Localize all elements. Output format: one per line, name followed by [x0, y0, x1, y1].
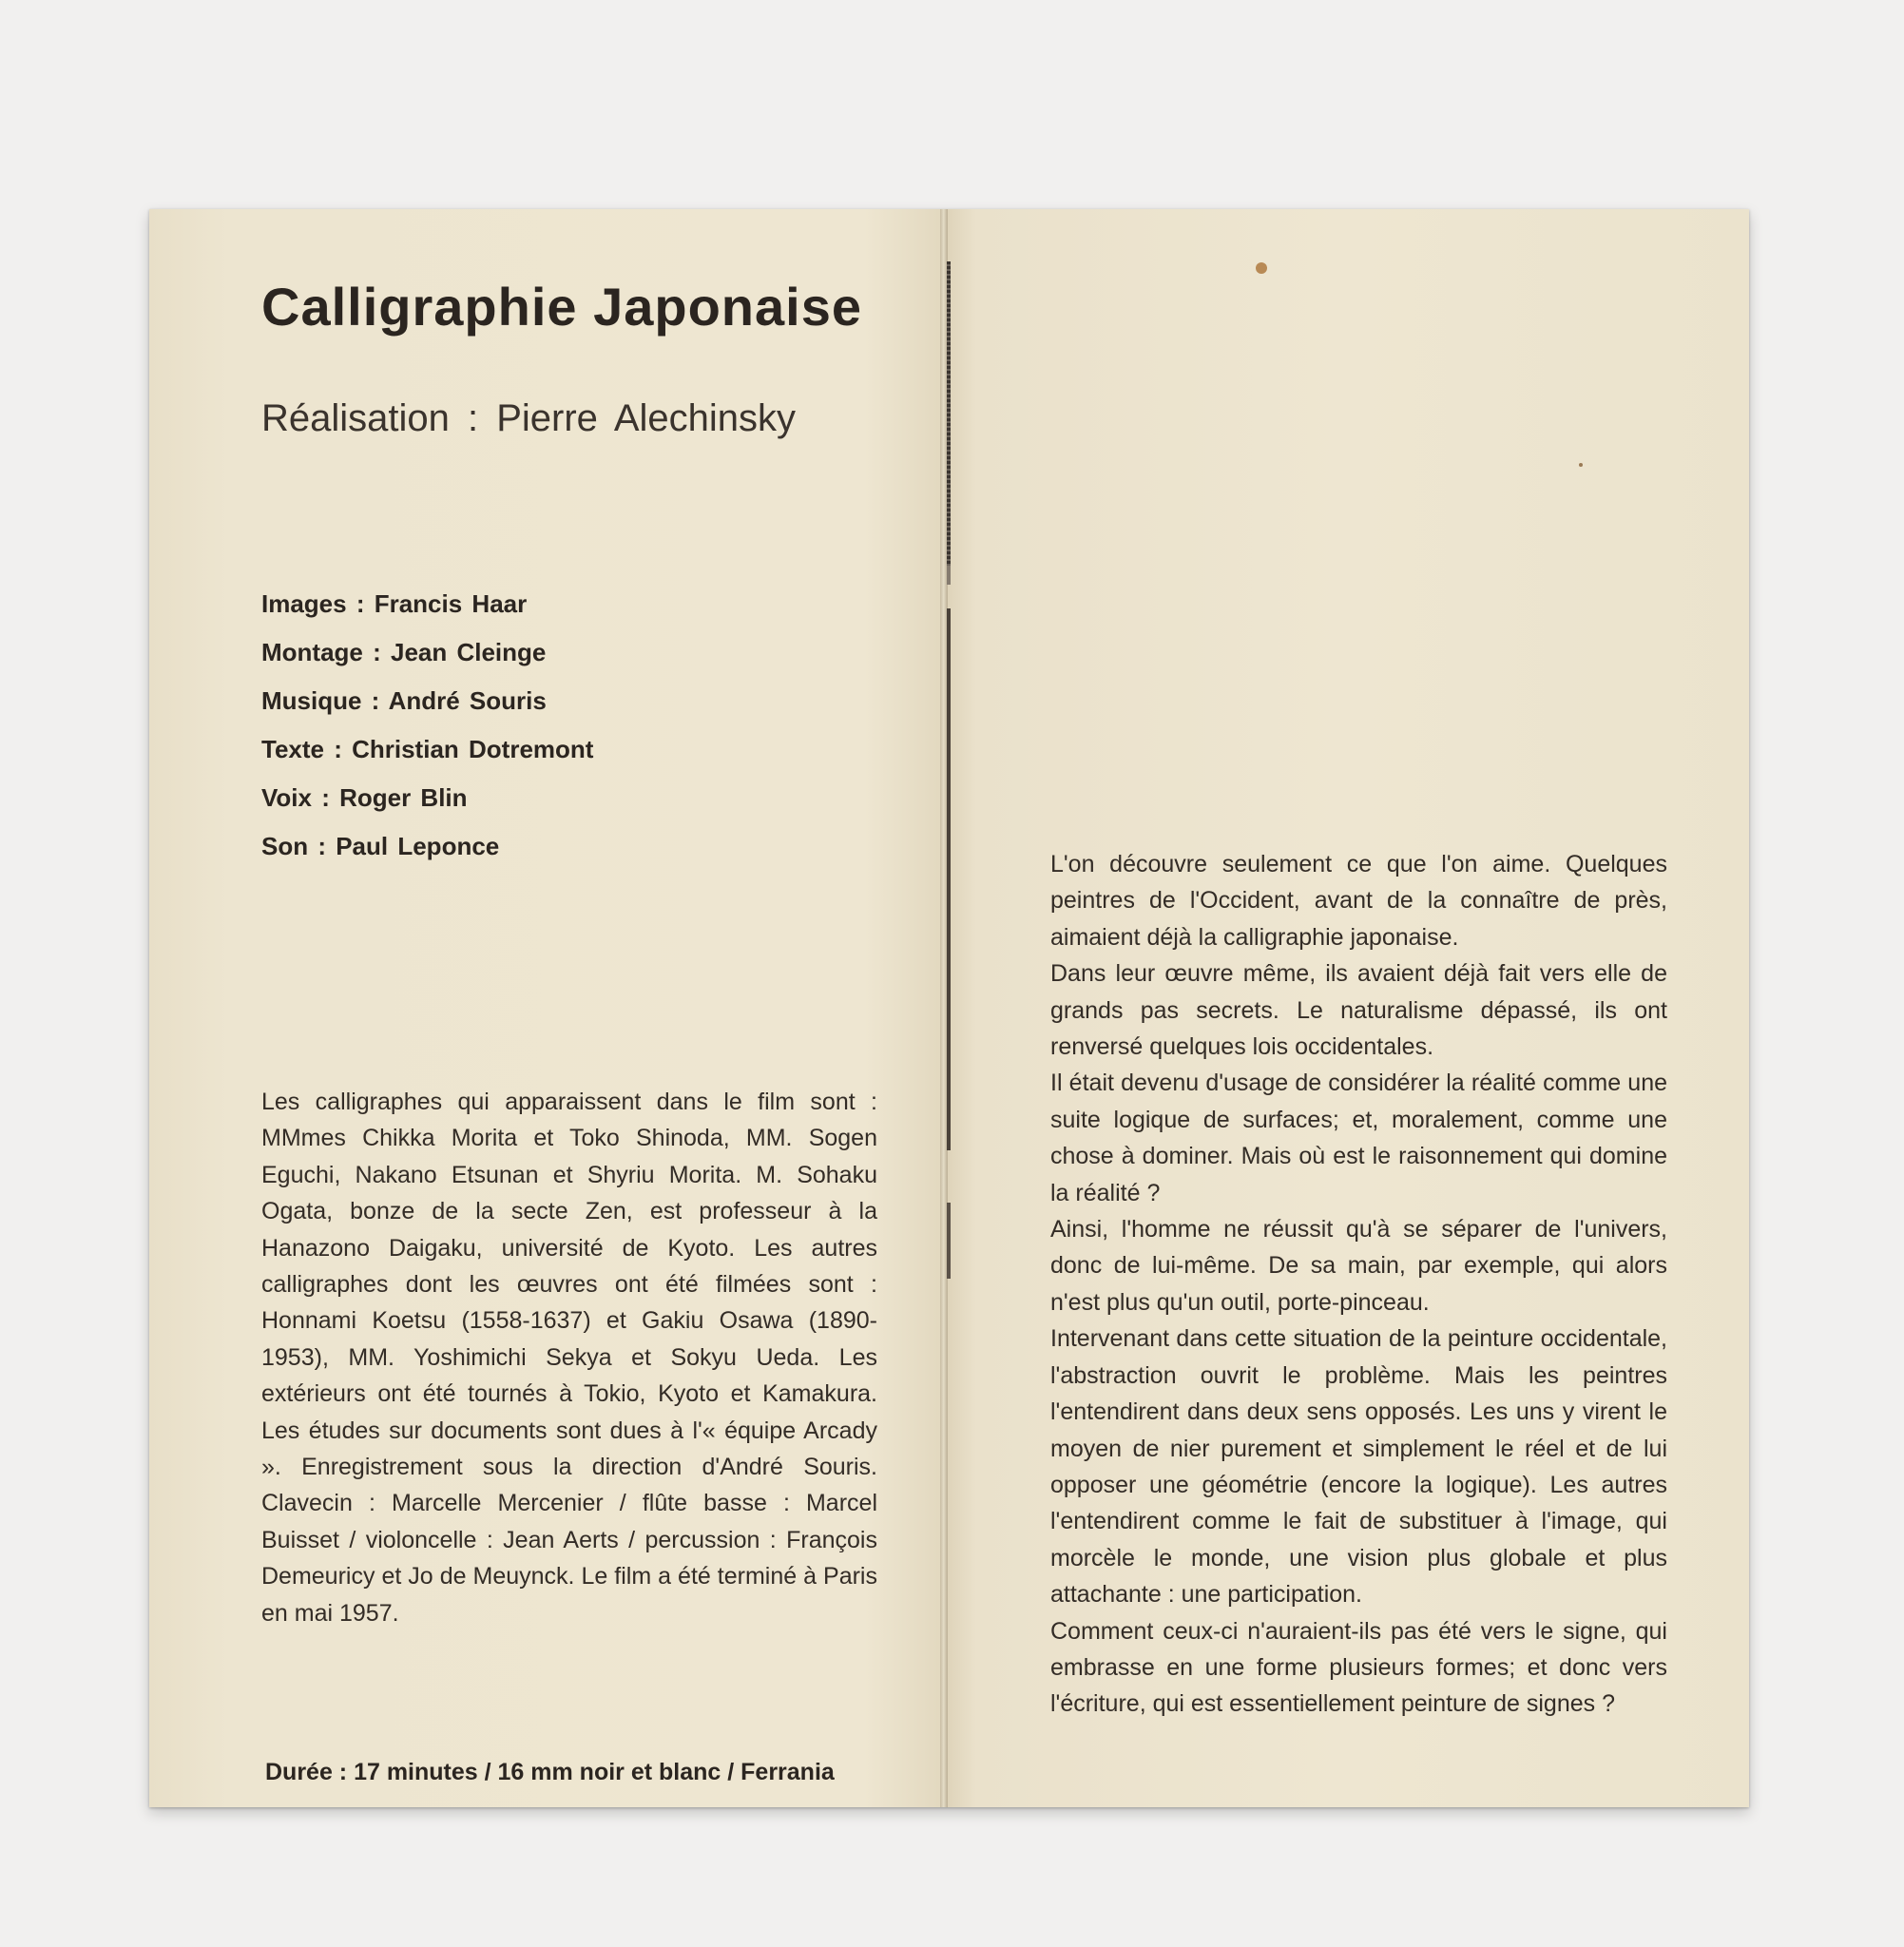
duration-line: Durée : 17 minutes / 16 mm noir et blanc / Ferrania: [265, 1759, 835, 1785]
credit-voix: Voix : Roger Blin: [261, 783, 468, 812]
binding-thread: [947, 566, 951, 585]
paper-speck: [1579, 463, 1583, 467]
credit-musique: Musique : André Souris: [261, 686, 547, 715]
director-credit: Réalisation : Pierre Alechinsky: [261, 397, 797, 439]
binding-thread: [947, 261, 951, 566]
paper-spot: [1256, 262, 1267, 274]
binding-thread: [947, 1203, 951, 1279]
right-page: [944, 209, 1749, 1807]
credit-montage: Montage : Jean Cleinge: [261, 638, 547, 666]
essay-paragraph: Intervenant dans cette situation de la peinture occidentale, l'abstraction ouvrit le problème. Mais les peintres l'entendirent dans deux sens opposés. Les uns y virent le moyen de nier purement et simplement le réel et de lui opposer une géométrie (encore la logique). Les autres l'entendirent comme le fait de substituer à l'image, qui morcèle le monde, une vision plus globale et plus attachante : une participation.: [1050, 1325, 1667, 1609]
essay-paragraph: L'on découvre seulement ce que l'on aime. Quelques peintres de l'Occident, avant de la connaître de près, aimaient déjà la calligraphie japonaise.: [1050, 851, 1667, 951]
credits-list: [261, 589, 593, 880]
credit-son: Son : Paul Leponce: [261, 832, 500, 860]
credit-texte: Texte : Christian Dotremont: [261, 735, 594, 763]
left-page: [149, 209, 944, 1807]
page-title: Calligraphie Japonaise: [261, 277, 862, 337]
essay-paragraph: Ainsi, l'homme ne réussit qu'à se séparer de l'univers, donc de lui-même. De sa main, par exemple, qui alors n'est plus qu'un outil, porte-pinceau.: [1050, 1216, 1667, 1316]
calligraphers-paragraph: Les calligraphes qui apparaissent dans le film sont : MMmes Chikka Morita et Toko Shinoda, MM. Sogen Eguchi, Nakano Etsunan et Shyriu Morita. M. Sohaku Ogata, bonze de la secte Zen, est professeur à la Hanazono Daigaku, université de Kyoto. Les autres calligraphes dont les œuvres ont été filmées sont : Honnami Koetsu (1558-1637) et Gakiu Osawa (1890-1953), MM. Yoshimichi Sekya et Sokyu Ueda. Les extérieurs ont été tournés à Tokio, Kyoto et Kamakura. Les études sur documents sont dues à l'« équipe Arcady ». Enregistrement sous la direction d'André Souris. Clavecin : Marcelle Mercenier / flûte basse : Marcel Buisset / violoncelle : Jean Aerts / percussion : François Demeuricy et Jo de Meuynck. Le film a été terminé à Paris en mai 1957.: [261, 1089, 877, 1627]
binding-thread: [947, 608, 951, 1150]
credit-images: Images : Francis Haar: [261, 589, 528, 618]
essay-text: [1050, 846, 1667, 1723]
essay-paragraph: Comment ceux-ci n'auraient-ils pas été vers le signe, qui embrasse en une forme plusieurs formes; et donc vers l'écriture, qui est essentiellement peinture de signes ?: [1050, 1617, 1667, 1718]
essay-paragraph: Il était devenu d'usage de considérer la réalité comme une suite logique de surfaces; et, moralement, comme une chose à dominer. Mais où est le raisonnement qui domine la réalité ?: [1050, 1070, 1667, 1206]
essay-paragraph: Dans leur œuvre même, ils avaient déjà fait vers elle de grands pas secrets. Le naturalisme dépassé, ils ont renversé quelques lois occidentales.: [1050, 960, 1667, 1061]
booklet: [149, 209, 1749, 1807]
